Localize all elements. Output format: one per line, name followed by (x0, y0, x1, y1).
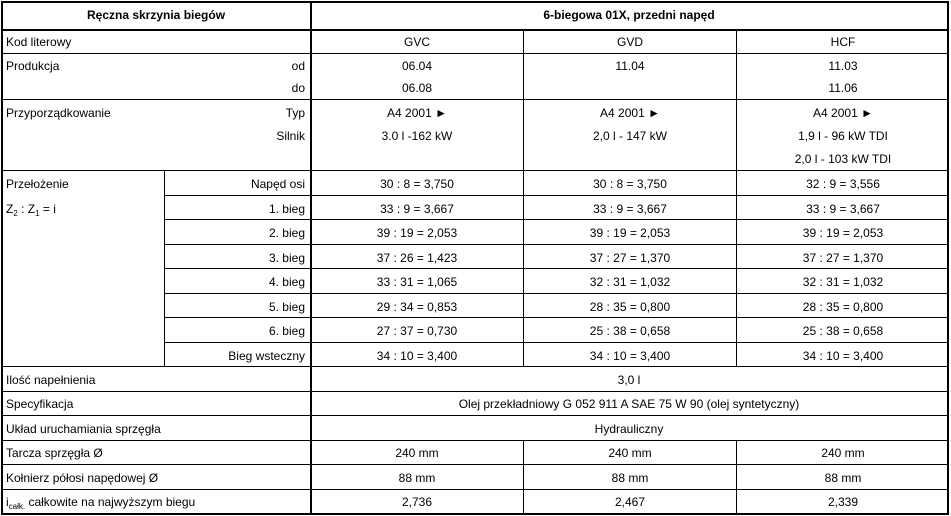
row-divider (1, 489, 949, 490)
produkcja-od-hcf: 11.03 (828, 59, 858, 73)
silnik-gvc: 3.0 l -162 kW (381, 129, 453, 143)
icalk-gvc: 2,736 (401, 495, 433, 509)
header-gearbox-variant: 6-biegowa 01X, przedni napęd (543, 8, 715, 22)
przelozenie-label: Przełożenie (6, 177, 69, 191)
specyfikacja-value: Olej przekładniowy G 052 911 A SAE 75 W 90 (olej syntetyczny) (458, 397, 800, 411)
table-border-left (1, 1, 3, 515)
icalk-gvd: 2,467 (614, 495, 646, 509)
ratio-label: 4. bieg (268, 275, 305, 289)
ratio-value: 32 : 31 = 1,032 (802, 275, 884, 289)
ratio-value: 39 : 19 = 2,053 (376, 226, 458, 240)
row-divider (164, 342, 949, 343)
tarcza-hcf: 240 mm (821, 446, 865, 460)
row-divider (164, 268, 949, 269)
row-divider (164, 219, 949, 220)
row-divider (1, 99, 949, 100)
produkcja-do-label: do (291, 81, 305, 95)
kod-hcf: HCF (830, 35, 856, 49)
silnik-hcf-extra: 2,0 l - 103 kW TDI (794, 152, 892, 166)
kod-label: Kod literowy (6, 35, 72, 49)
ratio-value: 29 : 34 = 0,853 (376, 300, 458, 314)
label-column-divider (310, 1, 312, 515)
ratio-value: 30 : 8 = 3,750 (380, 177, 454, 191)
ratio-value: 37 : 26 = 1,423 (376, 251, 458, 265)
ratio-label: 1. bieg (268, 202, 305, 216)
ratio-label: 3. bieg (268, 251, 305, 265)
kolnierz-label: Kołnierz półosi napędowej Ø (6, 471, 159, 485)
column-divider (523, 440, 524, 515)
row-divider (164, 317, 949, 318)
uklad-label: Układ uruchamiania sprzęgła (6, 422, 161, 436)
silnik-hcf: 1,9 l - 96 kW TDI (798, 129, 888, 143)
produkcja-od-gvc: 06.04 (401, 59, 433, 73)
produkcja-od-gvd: 11.04 (615, 59, 645, 73)
row-divider (1, 464, 949, 465)
ratio-label: Bieg wsteczny (228, 349, 305, 363)
ratio-label: Napęd osi (250, 177, 305, 191)
table-border-top (1, 1, 949, 3)
typ-gvc: A4 2001 ► (387, 106, 447, 120)
przyporzadkowanie-label: Przyporządkowanie (6, 106, 111, 120)
kolnierz-hcf: 88 mm (824, 471, 862, 485)
typ-label: Typ (285, 106, 305, 120)
ratio-value: 34 : 10 = 3,400 (802, 349, 884, 363)
row-divider (1, 415, 949, 416)
tarcza-gvd: 240 mm (608, 446, 652, 460)
ratio-label: 6. bieg (268, 324, 305, 338)
produkcja-label: Produkcja (6, 59, 60, 73)
ratio-value: 34 : 10 = 3,400 (589, 349, 671, 363)
column-divider (736, 29, 737, 366)
icalk-label: $i_{całk.}$ całkowite na najwyższym biegu (6, 495, 196, 511)
row-divider (164, 244, 949, 245)
kod-gvd: GVD (616, 35, 644, 49)
ratio-value: 25 : 38 = 0,658 (802, 324, 884, 338)
ilosc-label: Ilość napełnienia (6, 373, 96, 387)
ratio-value: 27 : 37 = 0,730 (376, 324, 458, 338)
specyfikacja-label: Specyfikacja (6, 397, 74, 411)
ratio-value: 33 : 9 = 3,667 (593, 202, 667, 216)
row-divider (1, 391, 949, 392)
ratio-value: 32 : 9 = 3,556 (806, 177, 880, 191)
table-border-right (947, 1, 949, 515)
przelozenie-formula: $Z_2$ : $Z_1 = i$ (6, 202, 56, 218)
ratio-value: 39 : 19 = 2,053 (589, 226, 671, 240)
table-border-bottom (1, 513, 949, 515)
silnik-label: Silnik (276, 129, 305, 143)
row-divider (1, 170, 949, 171)
typ-gvd: A4 2001 ► (600, 106, 660, 120)
row-divider (1, 366, 949, 367)
ratio-label-divider (164, 170, 165, 366)
ilosc-value: 3,0 l (617, 373, 641, 387)
tarcza-gvc: 240 mm (395, 446, 439, 460)
row-divider (164, 195, 949, 196)
ratio-value: 34 : 10 = 3,400 (376, 349, 458, 363)
row-divider (164, 293, 949, 294)
column-divider (523, 29, 524, 366)
row-divider (1, 53, 949, 54)
ratio-value: 37 : 27 = 1,370 (589, 251, 671, 265)
header-gearbox-title: Ręczna skrzynia biegów (86, 8, 226, 22)
ratio-value: 33 : 31 = 1,065 (376, 275, 458, 289)
produkcja-do-gvc: 06.08 (401, 81, 433, 95)
silnik-gvd: 2,0 l - 147 kW (592, 129, 668, 143)
ratio-label: 5. bieg (268, 300, 305, 314)
ratio-value: 30 : 8 = 3,750 (593, 177, 667, 191)
produkcja-do-hcf: 11.06 (828, 81, 858, 95)
ratio-value: 33 : 9 = 3,667 (806, 202, 880, 216)
kolnierz-gvc: 88 mm (398, 471, 436, 485)
row-divider (1, 440, 949, 441)
ratio-value: 28 : 35 = 0,800 (802, 300, 884, 314)
ratio-value: 32 : 31 = 1,032 (589, 275, 671, 289)
column-divider (736, 440, 737, 515)
ratio-value: 25 : 38 = 0,658 (589, 324, 671, 338)
ratio-value: 37 : 27 = 1,370 (802, 251, 884, 265)
produkcja-od-label: od (291, 59, 305, 73)
ratio-value: 39 : 19 = 2,053 (802, 226, 884, 240)
uklad-value: Hydrauliczny (594, 422, 664, 436)
header-divider (1, 29, 949, 31)
icalk-hcf: 2,339 (827, 495, 859, 509)
kolnierz-gvd: 88 mm (611, 471, 649, 485)
kod-gvc: GVC (403, 35, 431, 49)
typ-hcf: A4 2001 ► (813, 106, 873, 120)
tarcza-label: Tarcza sprzęgła Ø (6, 446, 103, 460)
ratio-label: 2. bieg (268, 226, 305, 240)
ratio-value: 28 : 35 = 0,800 (589, 300, 671, 314)
ratio-value: 33 : 9 = 3,667 (380, 202, 454, 216)
